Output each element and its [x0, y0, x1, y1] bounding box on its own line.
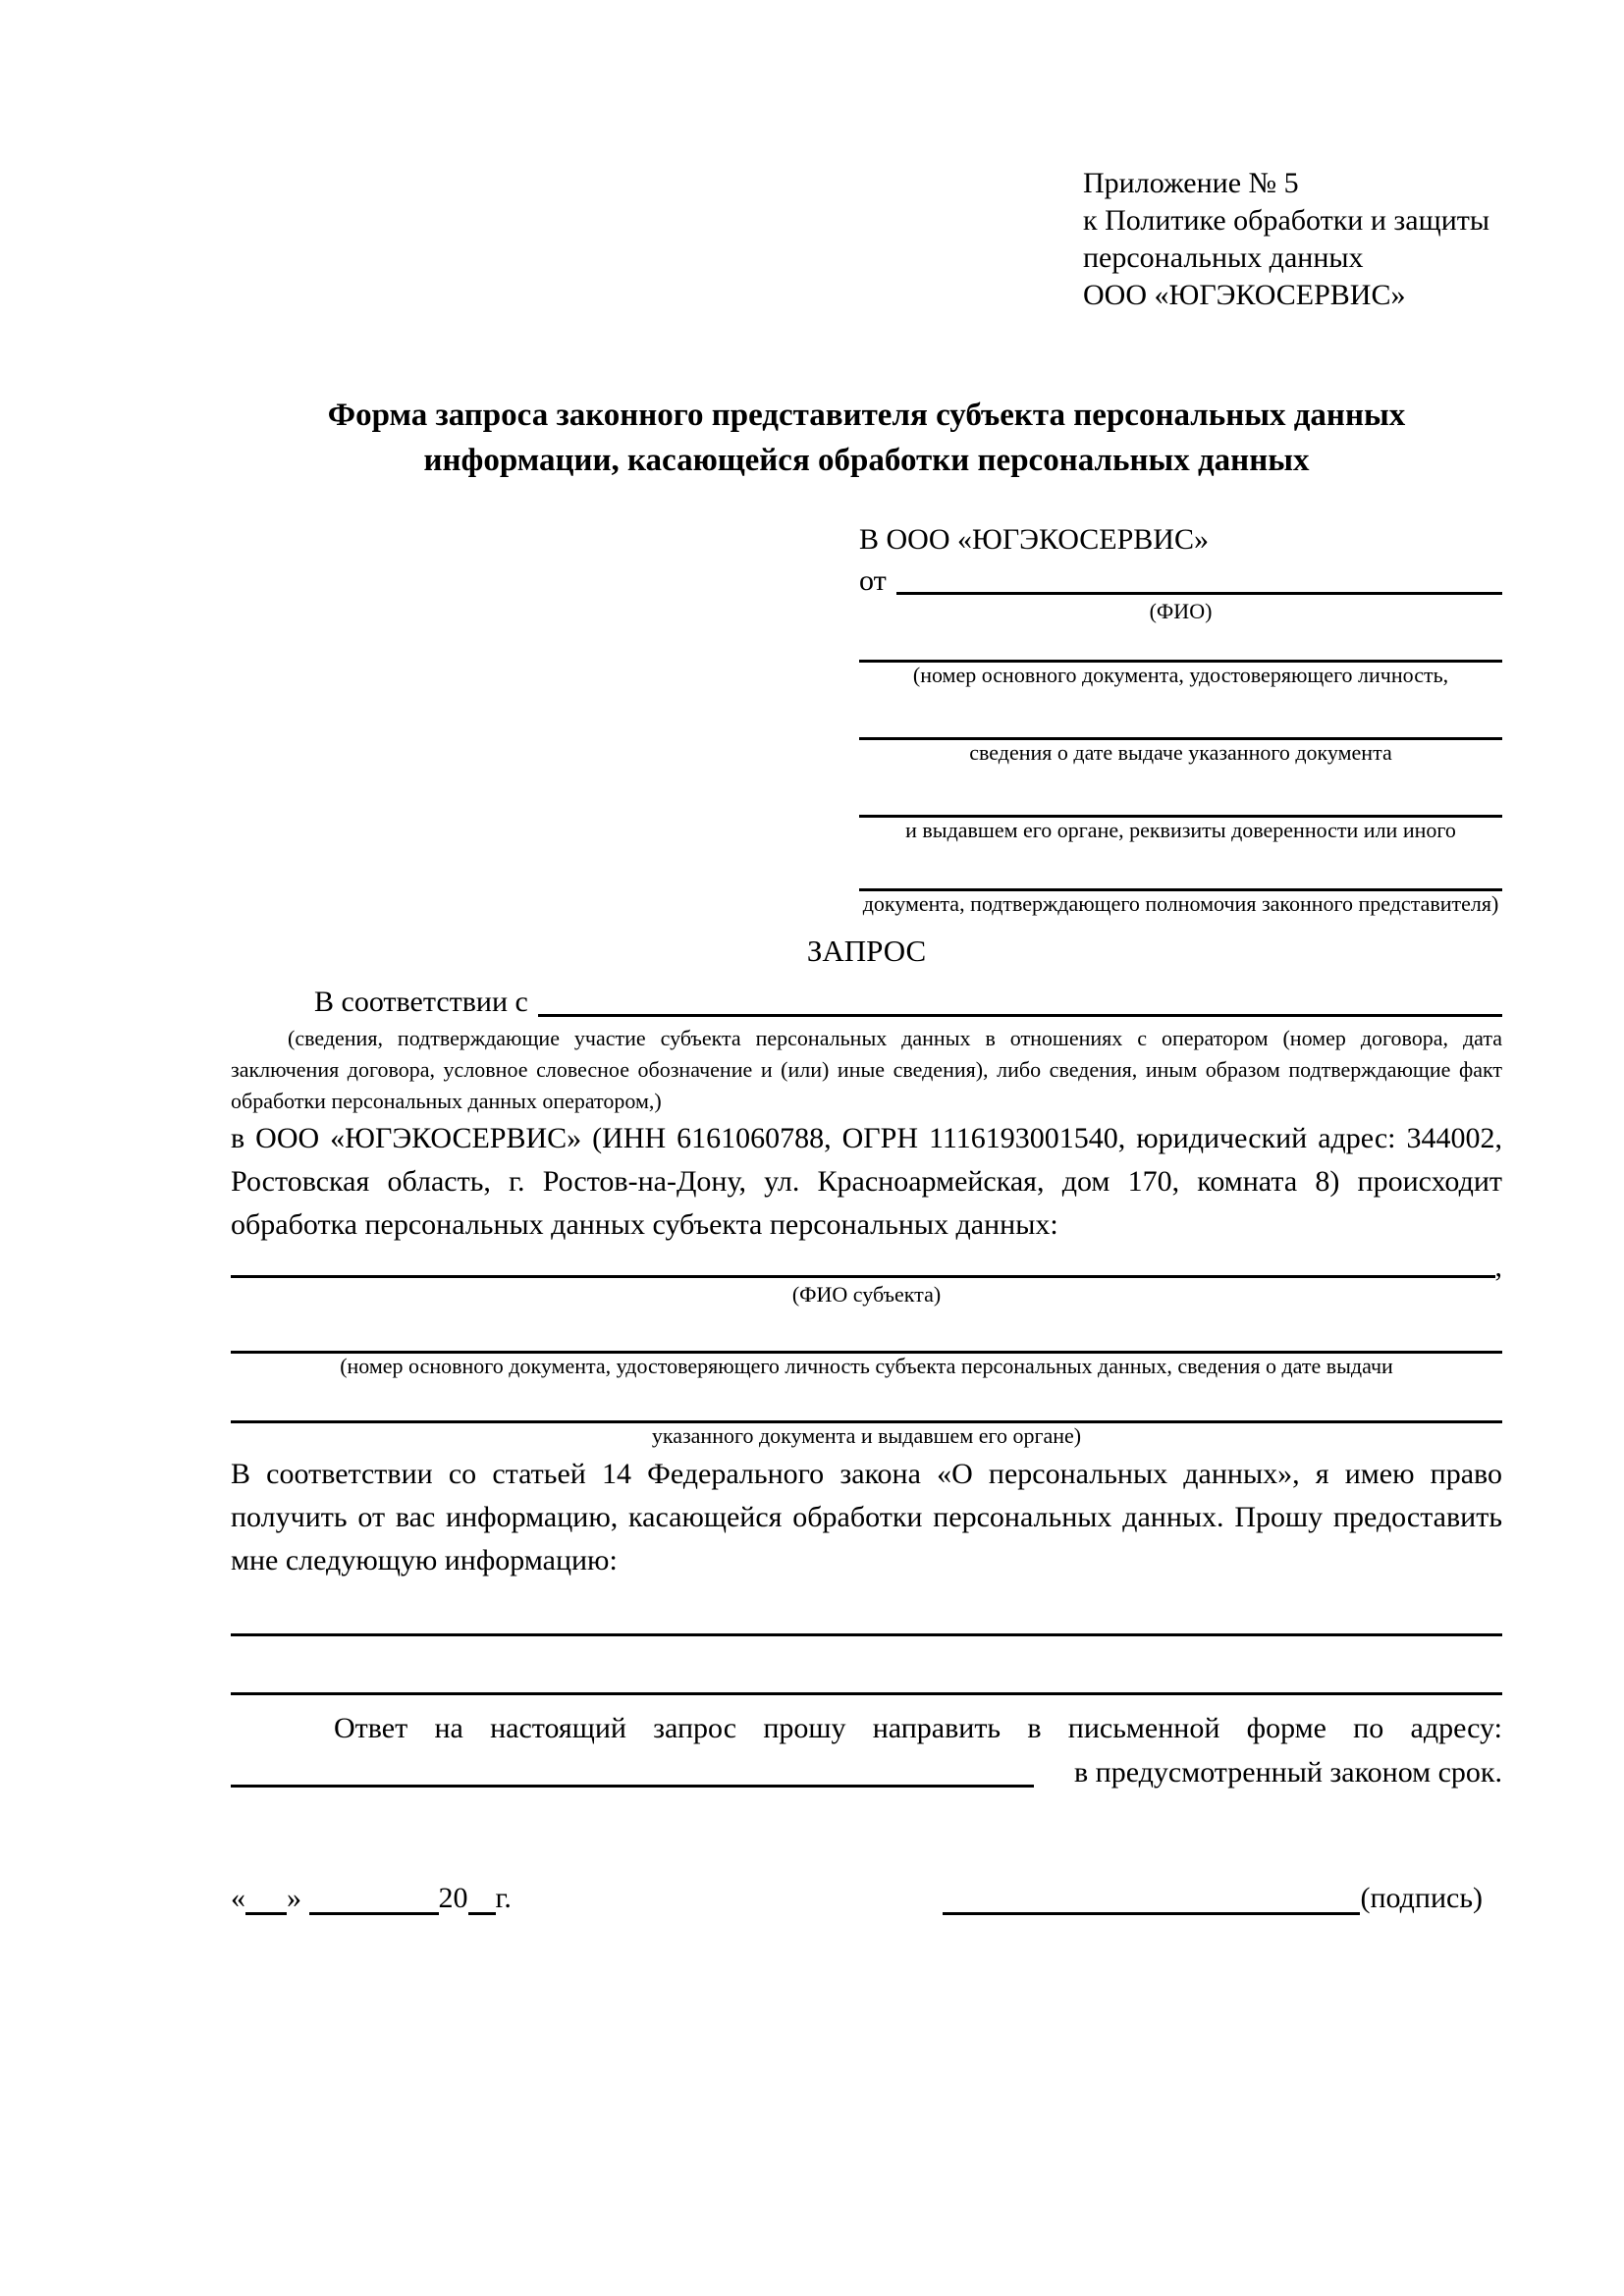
- operator-paragraph: в ООО «ЮГЭКОСЕРВИС» (ИНН 6161060788, ОГРН 1116193001540, юридический адрес: 344002, Ростовская область, г. Ростов-на-Дону, ул. Красноармейская, дом 170, комната 8) происходит обработка персональных данных субъекта персональных данных:: [231, 1122, 1502, 1241]
- form-title-line-1: Форма запроса законного представителя субъекта персональных данных: [327, 398, 1406, 433]
- reply-paragraph: Ответ на настоящий запрос прошу направить в письменной форме по адресу:: [334, 1712, 1502, 1744]
- subject-doc-blank-line-2: [231, 1393, 1502, 1423]
- accordance-note: (сведения, подтверждающие участие субъекта персональных данных в отношениях с оператором (номер договора, дата заключения договора, условное словесное обозначение и (или) иные сведения), либо сведения, иным образом подтверждающие факт обработки персональных данных оператором,): [231, 1026, 1502, 1113]
- law-paragraph: В соответствии со статьей 14 Федерального закона «О персональных данных», я имею право получить от вас информацию, касающейся обработки персональных данных. Прошу предоставить мне следующую информацию:: [231, 1458, 1502, 1576]
- accordance-label: В соответствии с: [314, 986, 528, 1018]
- doc-blank-line-1: [859, 624, 1502, 663]
- form-title-line-2: информации, касающейся обработки персональных данных: [423, 443, 1310, 478]
- appendix-block: [1083, 165, 1502, 314]
- reply-tail: в предусмотренный законом срок.: [1074, 1756, 1502, 1789]
- date-signature-row: [231, 1882, 1502, 1915]
- date-part: [231, 1882, 512, 1915]
- subject-fio-blank-line: [231, 1275, 1495, 1278]
- doc-caption-3: и выдавшем его органе, реквизиты доверенности или иного: [905, 818, 1456, 842]
- subject-doc-caption-1: (номер основного документа, удостоверяющего личность субъекта персональных данных, сведения о дате выдачи: [340, 1354, 1393, 1378]
- info-blank-line-2: [231, 1692, 1502, 1695]
- signature-caption: (подпись): [1360, 1882, 1483, 1914]
- doc-blank-line-3: [859, 766, 1502, 818]
- signature-blank-line: [943, 1887, 1360, 1915]
- address-blank-line: [231, 1785, 1034, 1788]
- doc-caption-1: (номер основного документа, удостоверяющего личность,: [912, 663, 1449, 687]
- doc-caption-4: документа, подтверждающего полномочия законного представителя): [862, 891, 1499, 916]
- appendix-line-3: персональных данных: [1083, 241, 1364, 274]
- subject-fio-row: [231, 1247, 1502, 1282]
- from-row: [859, 560, 1502, 599]
- signature-part: [943, 1882, 1483, 1915]
- subject-doc-caption-2: указанного документа и выдавшем его органе): [651, 1423, 1082, 1448]
- appendix-line-2: к Политике обработки и защиты: [1083, 204, 1490, 237]
- quote-close: »: [287, 1882, 301, 1914]
- accordance-row: [231, 980, 1502, 1021]
- form-title: [231, 393, 1502, 483]
- reply-address-row: [231, 1750, 1502, 1791]
- subject-fio-caption: (ФИО субъекта): [791, 1282, 942, 1307]
- subject-fio-comma: ,: [1494, 1251, 1502, 1283]
- appendix-line-4: ООО «ЮГЭКОСЕРВИС»: [1083, 279, 1406, 311]
- doc-blank-line-4: [859, 843, 1502, 891]
- subject-doc-blank-line-1: [231, 1323, 1502, 1354]
- doc-blank-line-2: [859, 688, 1502, 740]
- request-heading: ЗАПРОС: [806, 934, 927, 968]
- addressee-to: В ООО «ЮГЭКОСЕРВИС»: [859, 523, 1209, 556]
- from-label: от: [859, 564, 887, 597]
- day-blank-line: [245, 1887, 287, 1915]
- fio-blank-line: [896, 592, 1502, 595]
- year-blank-line: [468, 1887, 496, 1915]
- month-blank-line: [309, 1887, 439, 1915]
- doc-caption-2: сведения о дате выдаче указанного документа: [969, 740, 1392, 765]
- quote-open: «: [231, 1882, 245, 1914]
- year-prefix: 20: [438, 1882, 468, 1914]
- fio-caption: (ФИО): [1149, 599, 1213, 623]
- addressee-block: [859, 520, 1502, 917]
- info-blank-line-1: [231, 1633, 1502, 1636]
- year-suffix: г.: [495, 1882, 512, 1914]
- appendix-line-1: Приложение № 5: [1083, 167, 1299, 199]
- accordance-blank-line: [538, 1014, 1502, 1017]
